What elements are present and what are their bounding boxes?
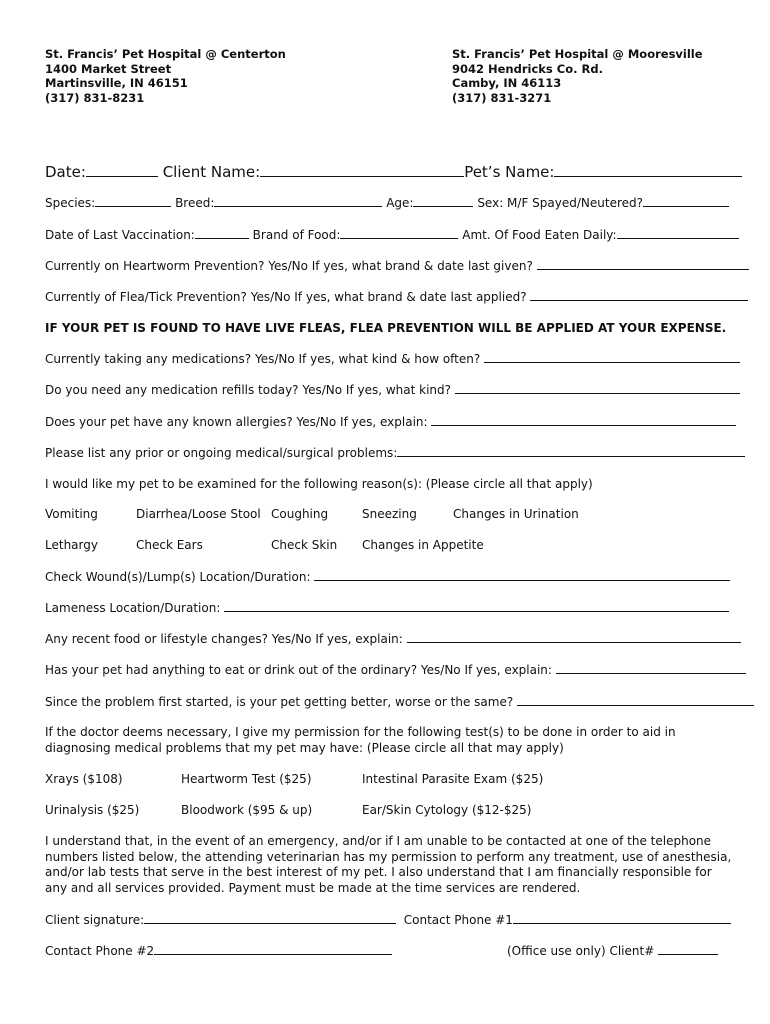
refills-field[interactable] [455, 382, 740, 394]
ate-unusual-field[interactable] [556, 662, 746, 674]
pets-name-label: Pet’s Name: [464, 163, 555, 181]
reason-option[interactable]: Coughing [271, 507, 329, 521]
reason-option[interactable]: Changes in Appetite [362, 538, 484, 552]
amt-food-label: Amt. Of Food Eaten Daily: [462, 228, 617, 242]
office-use-label: (Office use only) Client# [507, 944, 655, 958]
species-label: Species: [45, 196, 96, 210]
clinic-city: Martinsville, IN 46151 [45, 76, 188, 90]
food-changes-field[interactable] [407, 631, 741, 643]
medications-row [45, 351, 740, 367]
reason-option[interactable]: Sneezing [362, 507, 417, 521]
clinic-phone: (317) 831-3271 [452, 90, 552, 105]
lameness-field[interactable] [224, 600, 729, 612]
date-field[interactable] [86, 162, 158, 177]
species-row [45, 195, 729, 211]
tests-intro: If the doctor deems necessary, I give my permission for the following test(s) to be done in order to aid in diagnosing medical problems that my pet may have: (Please circle all that may apply) [45, 725, 676, 755]
reason-option[interactable]: Check Skin [271, 538, 338, 552]
test-option[interactable]: Xrays ($108) [45, 772, 123, 786]
clinic-phone: (317) 831-8231 [45, 90, 145, 105]
prior-problems-row [45, 445, 745, 461]
brand-food-label: Brand of Food: [252, 228, 341, 242]
better-worse-label: Since the problem first started, is your pet getting better, worse or the same? [45, 695, 514, 709]
age-field[interactable] [413, 195, 473, 207]
reasons-intro: I would like my pet to be examined for the following reason(s): (Please circle all that apply) [45, 477, 593, 491]
last-vaccination-field[interactable] [195, 227, 249, 239]
prior-problems-field[interactable] [397, 445, 745, 457]
signature-row [45, 912, 731, 928]
vaccination-row [45, 227, 739, 243]
reason-option[interactable]: Check Ears [136, 538, 203, 552]
phone-2-row [45, 943, 392, 959]
age-label: Age: [386, 196, 414, 210]
test-option[interactable]: Urinalysis ($25) [45, 803, 140, 817]
client-name-label: Client Name: [162, 163, 261, 181]
tests-row-2 [45, 803, 735, 819]
sex-field[interactable] [643, 195, 729, 207]
clinic-address-centerton [45, 47, 286, 105]
clinic-city: Camby, IN 46113 [452, 76, 562, 90]
clinic-address-mooresville [452, 47, 703, 105]
brand-food-field[interactable] [340, 227, 458, 239]
contact-phone-1-field[interactable] [513, 912, 731, 924]
breed-field[interactable] [214, 195, 382, 207]
flea-label: Currently of Flea/Tick Prevention? Yes/No If yes, what brand & date last applied? [45, 290, 527, 304]
date-label: Date: [45, 163, 86, 181]
client-signature-label: Client signature: [45, 913, 145, 927]
client-signature-field[interactable] [144, 912, 396, 924]
reasons-row-2 [45, 538, 735, 554]
test-option[interactable]: Intestinal Parasite Exam ($25) [362, 772, 544, 786]
amt-food-field[interactable] [617, 227, 739, 239]
tests-row-1 [45, 772, 735, 788]
clinic-name: St. Francis’ Pet Hospital @ Mooresville [452, 47, 703, 61]
client-name-field[interactable] [260, 162, 464, 177]
food-changes-label: Any recent food or lifestyle changes? Yes/No If yes, explain: [45, 632, 403, 646]
wound-field[interactable] [314, 569, 730, 581]
allergies-label: Does your pet have any known allergies? Yes/No If yes, explain: [45, 415, 428, 429]
test-option[interactable]: Ear/Skin Cytology ($12-$25) [362, 803, 532, 817]
breed-label: Breed: [175, 196, 215, 210]
reasons-row-1 [45, 507, 735, 523]
clinic-street: 1400 Market Street [45, 61, 172, 76]
contact-phone-2-label: Contact Phone #2 [45, 944, 155, 958]
better-worse-row [45, 694, 754, 710]
refills-label: Do you need any medication refills today? Yes/No If yes, what kind? [45, 383, 452, 397]
reason-option[interactable]: Diarrhea/Loose Stool [136, 507, 261, 521]
consent-paragraph: I understand that, in the event of an emergency, and/or if I am unable to be contacted at one of the telephone numbers listed below, the attending veterinarian has my permission to perform any treatment, use of anesthesia, and/or lab tests that serve in the best interest of my pet. I also understand that I am financially responsible for any and all services provided. Payment must be made at the time services are rendered. [45, 834, 732, 895]
food-changes-row [45, 631, 741, 647]
clinic-street: 9042 Hendricks Co. Rd. [452, 61, 603, 76]
lameness-row [45, 600, 729, 616]
flea-row [45, 289, 748, 305]
refills-row [45, 382, 740, 398]
allergies-row [45, 414, 736, 430]
ate-unusual-label: Has your pet had anything to eat or drink out of the ordinary? Yes/No If yes, explain: [45, 663, 552, 677]
client-number-field[interactable] [658, 943, 718, 955]
test-option[interactable]: Bloodwork ($95 & up) [181, 803, 313, 817]
heartworm-field[interactable] [537, 258, 749, 270]
reason-option[interactable]: Vomiting [45, 507, 98, 521]
pets-name-field[interactable] [554, 162, 742, 177]
medications-label: Currently taking any medications? Yes/No If yes, what kind & how often? [45, 352, 481, 366]
better-worse-field[interactable] [517, 694, 754, 706]
contact-phone-2-field[interactable] [154, 943, 392, 955]
wound-row [45, 569, 730, 585]
clinic-name: St. Francis’ Pet Hospital @ Centerton [45, 47, 286, 61]
lameness-label: Lameness Location/Duration: [45, 601, 221, 615]
species-field[interactable] [95, 195, 171, 207]
heartworm-label: Currently on Heartworm Prevention? Yes/No If yes, what brand & date last given? [45, 259, 533, 273]
date-client-pet-row [45, 162, 742, 182]
medications-field[interactable] [484, 351, 740, 363]
allergies-field[interactable] [431, 414, 736, 426]
flea-notice: IF YOUR PET IS FOUND TO HAVE LIVE FLEAS, FLEA PREVENTION WILL BE APPLIED AT YOUR EXPENSE. [45, 321, 727, 335]
reason-option[interactable]: Lethargy [45, 538, 98, 552]
flea-field[interactable] [530, 289, 748, 301]
contact-phone-1-label: Contact Phone #1 [403, 913, 513, 927]
sex-label: Sex: M/F Spayed/Neutered? [477, 196, 643, 210]
office-use-row [507, 943, 718, 959]
heartworm-row [45, 258, 749, 274]
prior-problems-label: Please list any prior or ongoing medical/surgical problems: [45, 446, 398, 460]
reason-option[interactable]: Changes in Urination [453, 507, 579, 521]
test-option[interactable]: Heartworm Test ($25) [181, 772, 312, 786]
wound-label: Check Wound(s)/Lump(s) Location/Duration: [45, 570, 311, 584]
last-vaccination-label: Date of Last Vaccination: [45, 228, 195, 242]
ate-unusual-row [45, 662, 746, 678]
